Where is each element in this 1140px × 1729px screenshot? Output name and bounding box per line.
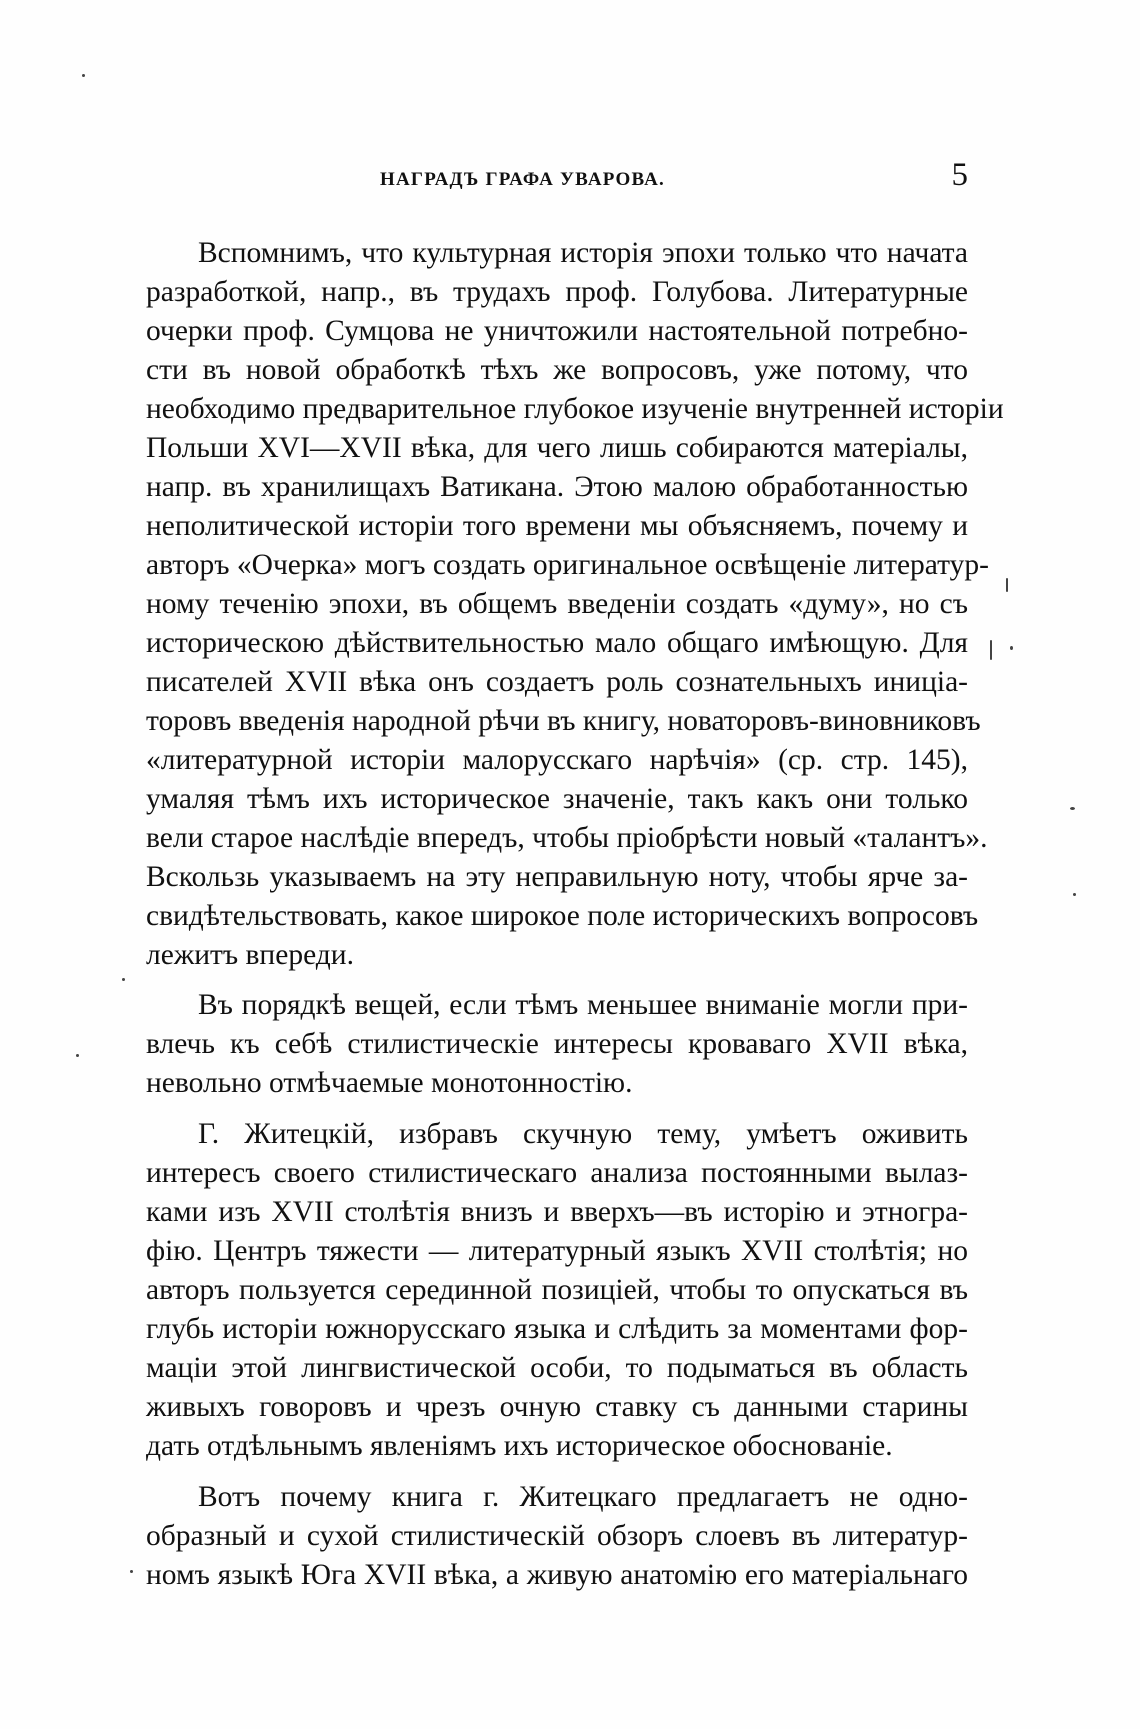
- text-line: ному теченію эпохи, въ общемъ введеніи создать «думу», но съ: [146, 588, 968, 620]
- running-title: НАГРАДЪ ГРАФА УВАРОВА.: [380, 169, 665, 190]
- text-line: Вскользь указываемъ на эту неправильную ноту, чтобы ярче за-: [146, 861, 968, 893]
- scan-speck: [76, 1054, 79, 1057]
- text-line: Вотъ почему книга г. Житецкаго предлагаетъ не одно-: [198, 1481, 968, 1513]
- scan-speck: [130, 1570, 133, 1573]
- text-line: напр. въ хранилищахъ Ватикана. Этою малою обработанностью: [146, 471, 968, 503]
- text-line: Вспомнимъ, что культурная исторія эпохи только что начата: [198, 237, 968, 269]
- text-line: влечь къ себѣ стилистическіе интересы кроваваго XVII вѣка,: [146, 1028, 968, 1060]
- text-line: вели старое наслѣдіе впередъ, чтобы пріобрѣсти новый «талантъ».: [146, 822, 988, 854]
- running-head: [146, 157, 968, 201]
- text-line: торовъ введенія народной рѣчи въ книгу, новаторовъ-виновниковъ: [146, 705, 981, 737]
- text-line: авторъ «Очерка» могъ создать оригинальное освѣщеніе литератур-: [146, 549, 989, 581]
- text-line: лежитъ впереди.: [146, 939, 354, 971]
- page-number: 5: [951, 157, 968, 193]
- text-line: фію. Центръ тяжести — литературный языкъ XVII столѣтія; но: [146, 1235, 968, 1267]
- scan-speck: [1073, 893, 1076, 896]
- text-line: глубь исторіи южнорусскаго языка и слѣдить за моментами фор-: [146, 1313, 968, 1345]
- text-line: Польши XVI—XVII вѣка, для чего лишь собираются матеріалы,: [146, 432, 968, 464]
- text-line: живыхъ говоровъ и чрезъ очную ставку съ данными старины: [146, 1391, 968, 1423]
- scan-speck: [122, 978, 125, 981]
- scan-speck: [82, 74, 85, 77]
- text-line: авторъ пользуется серединной позиціей, чтобы то опускаться въ: [146, 1274, 968, 1306]
- text-line: историческою дѣйствительностью мало общаго имѣющую. Для: [146, 627, 968, 659]
- text-line: очерки проф. Сумцова не уничтожили настоятельной потребно-: [146, 315, 968, 347]
- scan-speck: [1010, 646, 1013, 650]
- text-line: умаляя тѣмъ ихъ историческое значеніе, такъ какъ они только: [146, 783, 968, 815]
- text-line: дать отдѣльнымъ явленіямъ ихъ историческое обоснованіе.: [146, 1430, 893, 1462]
- scan-speck: [1070, 807, 1075, 810]
- scan-speck: [1006, 578, 1008, 592]
- text-line: разработкой, напр., въ трудахъ проф. Голубова. Литературные: [146, 276, 968, 308]
- text-line: маціи этой лингвистической особи, то подыматься въ область: [146, 1352, 968, 1384]
- text-line: необходимо предварительное глубокое изученіе внутренней исторіи: [146, 393, 1004, 425]
- text-line: неполитической исторіи того времени мы объясняемъ, почему и: [146, 510, 968, 542]
- text-line: ками изъ XVII столѣтія внизъ и вверхъ—въ исторію и этногра-: [146, 1196, 968, 1228]
- text-line: писателей XVII вѣка онъ создаетъ роль сознательныхъ иниціа-: [146, 666, 968, 698]
- text-line: невольно отмѣчаемые монотонностію.: [146, 1067, 633, 1099]
- text-line: свидѣтельствовать, какое широкое поле историческихъ вопросовъ: [146, 900, 979, 932]
- text-line: Г. Житецкій, избравъ скучную тему, умѣетъ оживить: [198, 1118, 968, 1150]
- text-line: образный и сухой стилистическій обзоръ слоевъ въ литератур-: [146, 1520, 968, 1552]
- text-line: номъ языкѣ Юга XVII вѣка, а живую анатомію его матеріальнаго: [146, 1559, 968, 1591]
- text-line: интересъ своего стилистическаго анализа постоянными вылаз-: [146, 1157, 968, 1189]
- text-line: сти въ новой обработкѣ тѣхъ же вопросовъ, уже потому, что: [146, 354, 968, 386]
- scan-speck: [990, 640, 992, 660]
- text-line: Въ порядкѣ вещей, если тѣмъ меньшее вниманіе могли при-: [198, 989, 968, 1021]
- text-line: «литературной исторіи малорусскаго нарѣчія» (ср. стр. 145),: [146, 744, 968, 776]
